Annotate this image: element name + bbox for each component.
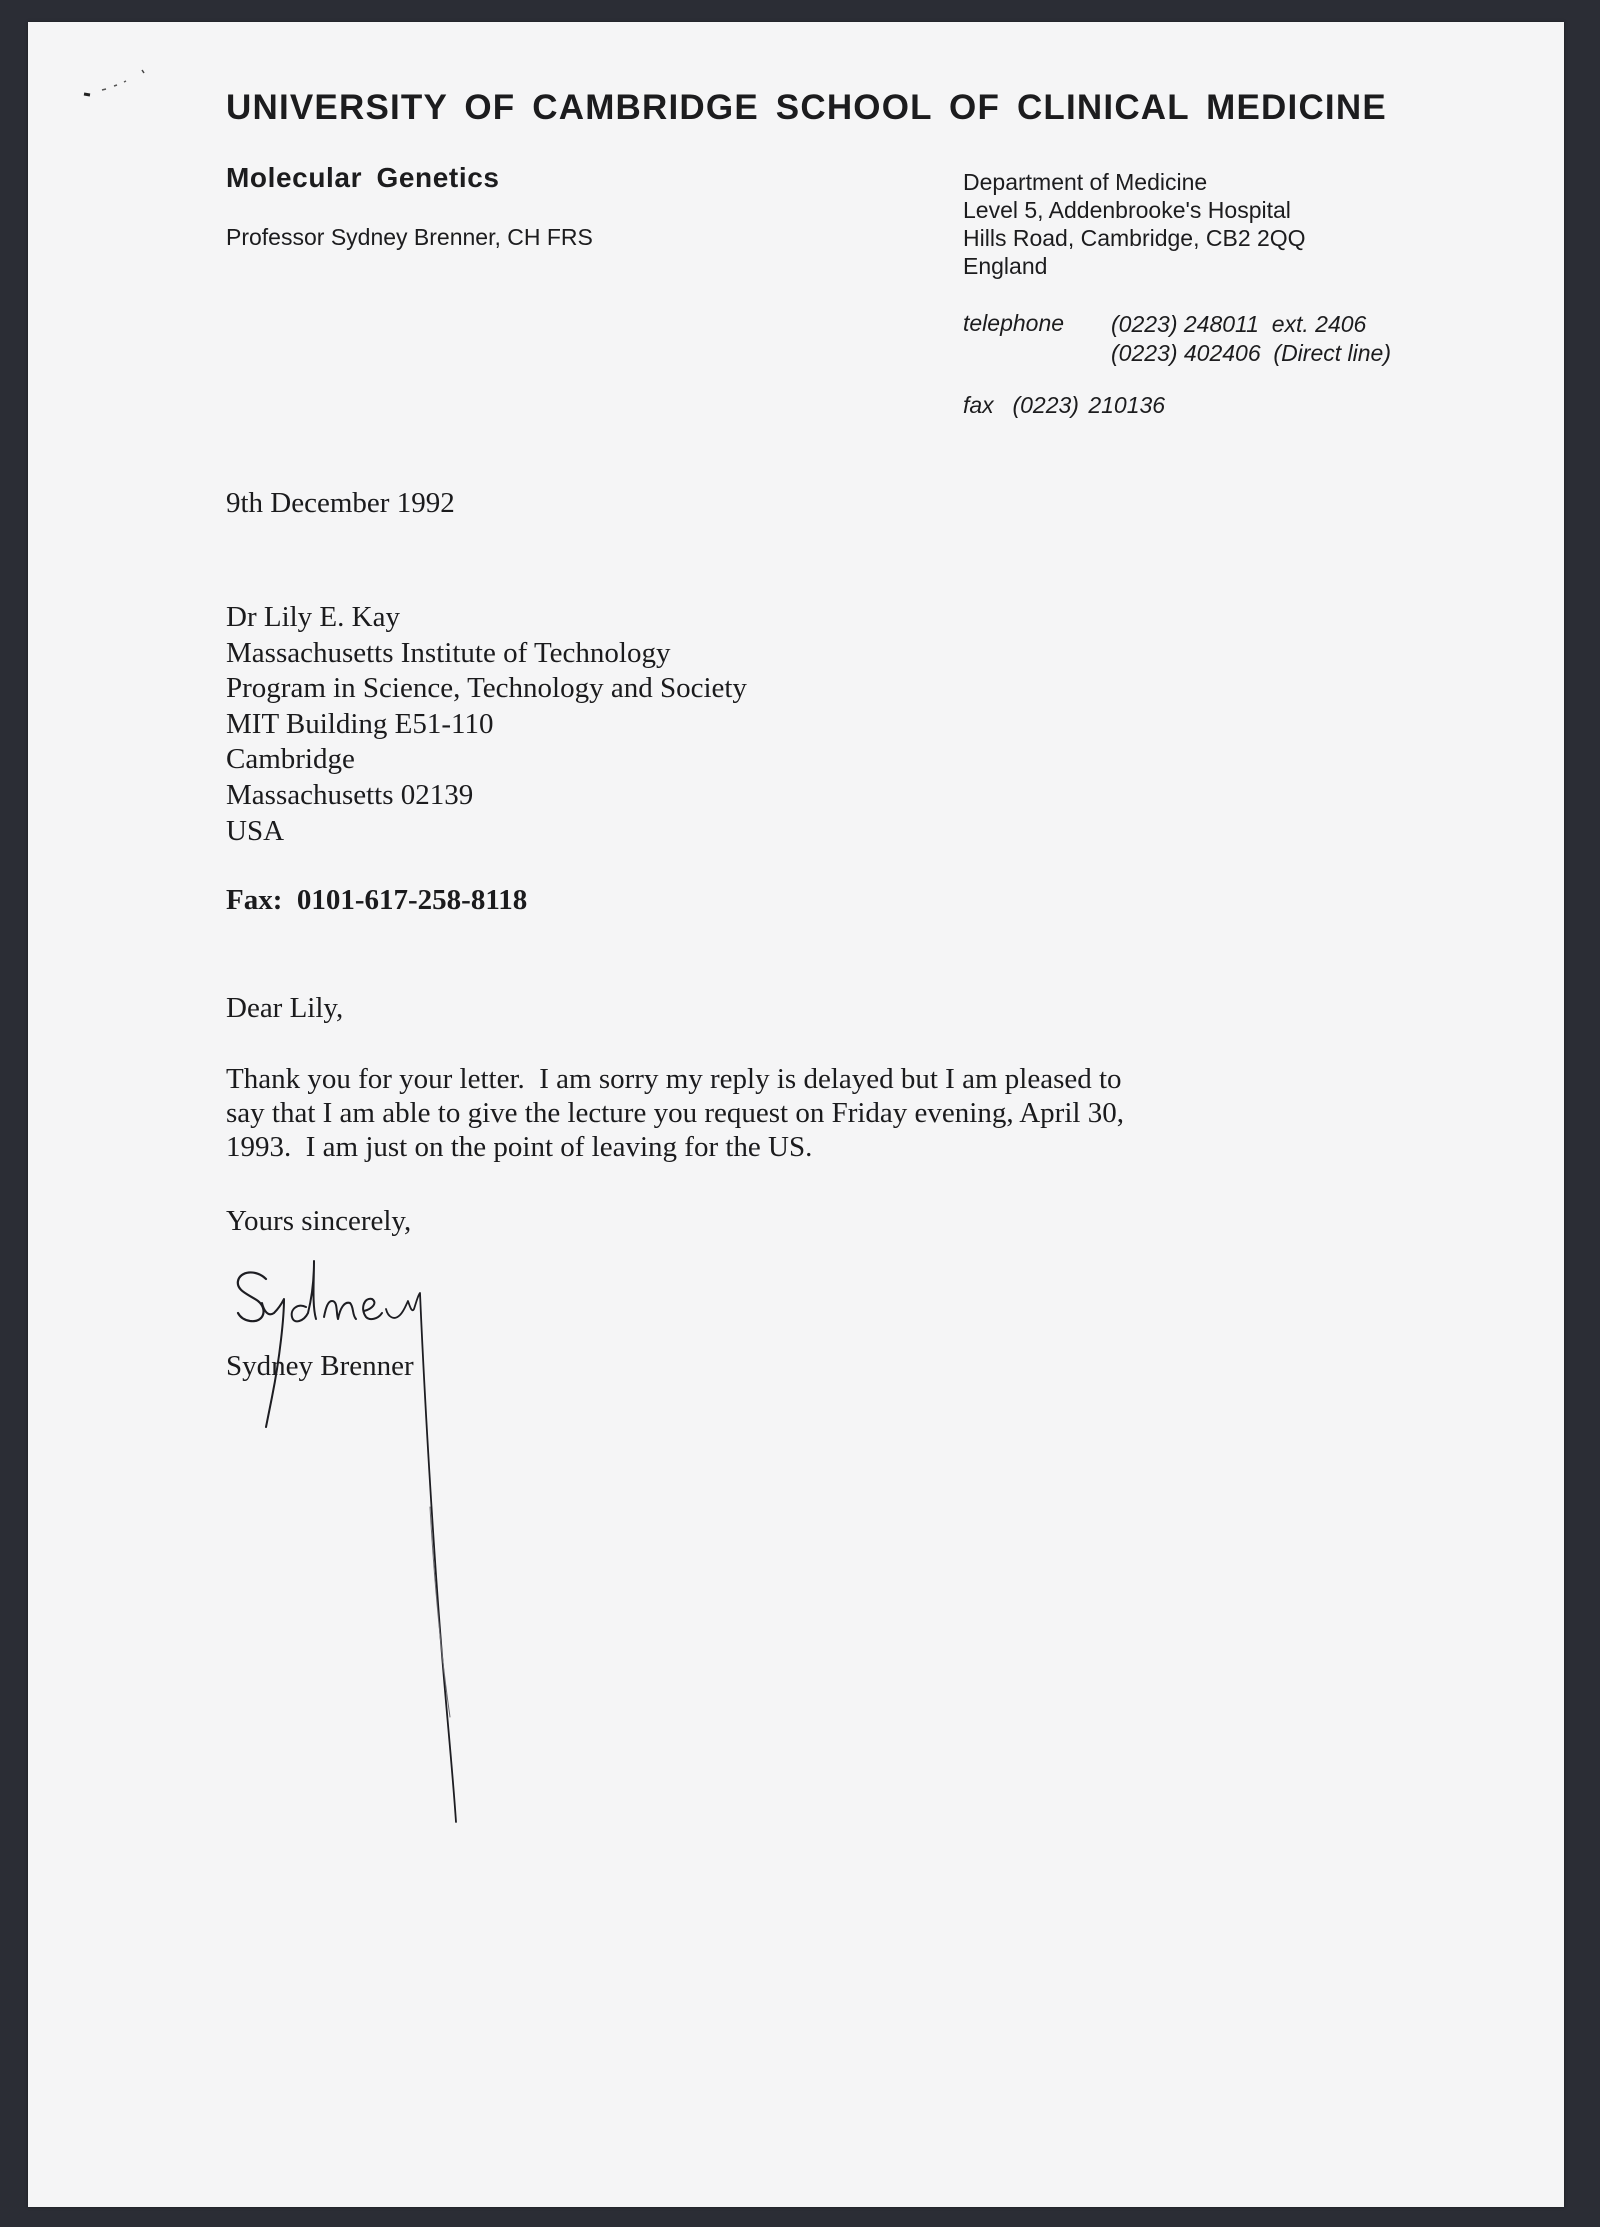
- address-line: England: [963, 253, 1048, 279]
- telephone-line: (0223) 402406 (Direct line): [1111, 340, 1391, 366]
- recipient-line: Massachusetts Institute of Technology: [226, 636, 671, 669]
- recipient-line: USA: [226, 814, 285, 847]
- letter-body: [226, 1062, 1124, 1164]
- body-line: say that I am able to give the lecture you request on Friday evening, April 30,: [226, 1097, 1124, 1129]
- sender-fax: fax (0223) 210136: [963, 392, 1166, 418]
- letter-date: 9th December 1992: [226, 487, 455, 519]
- letter-page: [28, 22, 1564, 2207]
- sender-address: [963, 168, 1306, 280]
- pen-mark: [80, 64, 160, 104]
- address-line: Hills Road, Cambridge, CB2 2QQ: [963, 225, 1306, 251]
- recipient-line: Cambridge: [226, 743, 355, 776]
- recipient-line: Massachusetts 02139: [226, 778, 474, 811]
- telephone-label: telephone: [963, 310, 1065, 336]
- department-name: Molecular Genetics: [226, 162, 500, 193]
- recipient-line: Dr Lily E. Kay: [226, 601, 400, 633]
- recipient-address: [226, 600, 747, 849]
- handwritten-signature: [228, 1247, 548, 1867]
- telephone-numbers: [1111, 310, 1391, 368]
- telephone-line: (0223) 248011 ext. 2406: [1111, 311, 1367, 337]
- recipient-fax: Fax: 0101-617-258-8118: [226, 884, 528, 916]
- body-line: Thank you for your letter. I am sorry my reply is delayed but I am pleased to: [226, 1063, 1122, 1095]
- salutation: Dear Lily,: [226, 992, 344, 1024]
- address-line: Level 5, Addenbrooke's Hospital: [963, 197, 1291, 223]
- recipient-line: Program in Science, Technology and Society: [226, 672, 747, 705]
- closing: Yours sincerely,: [226, 1205, 412, 1237]
- address-line: Department of Medicine: [963, 169, 1208, 195]
- professor-name: Professor Sydney Brenner, CH FRS: [226, 224, 593, 250]
- signer-name: Sydney Brenner: [226, 1350, 414, 1382]
- recipient-line: MIT Building E51-110: [226, 707, 494, 740]
- letterhead-title: UNIVERSITY OF CAMBRIDGE SCHOOL OF CLINICAL MEDICINE: [226, 88, 1387, 127]
- body-line: 1993. I am just on the point of leaving for the US.: [226, 1131, 813, 1163]
